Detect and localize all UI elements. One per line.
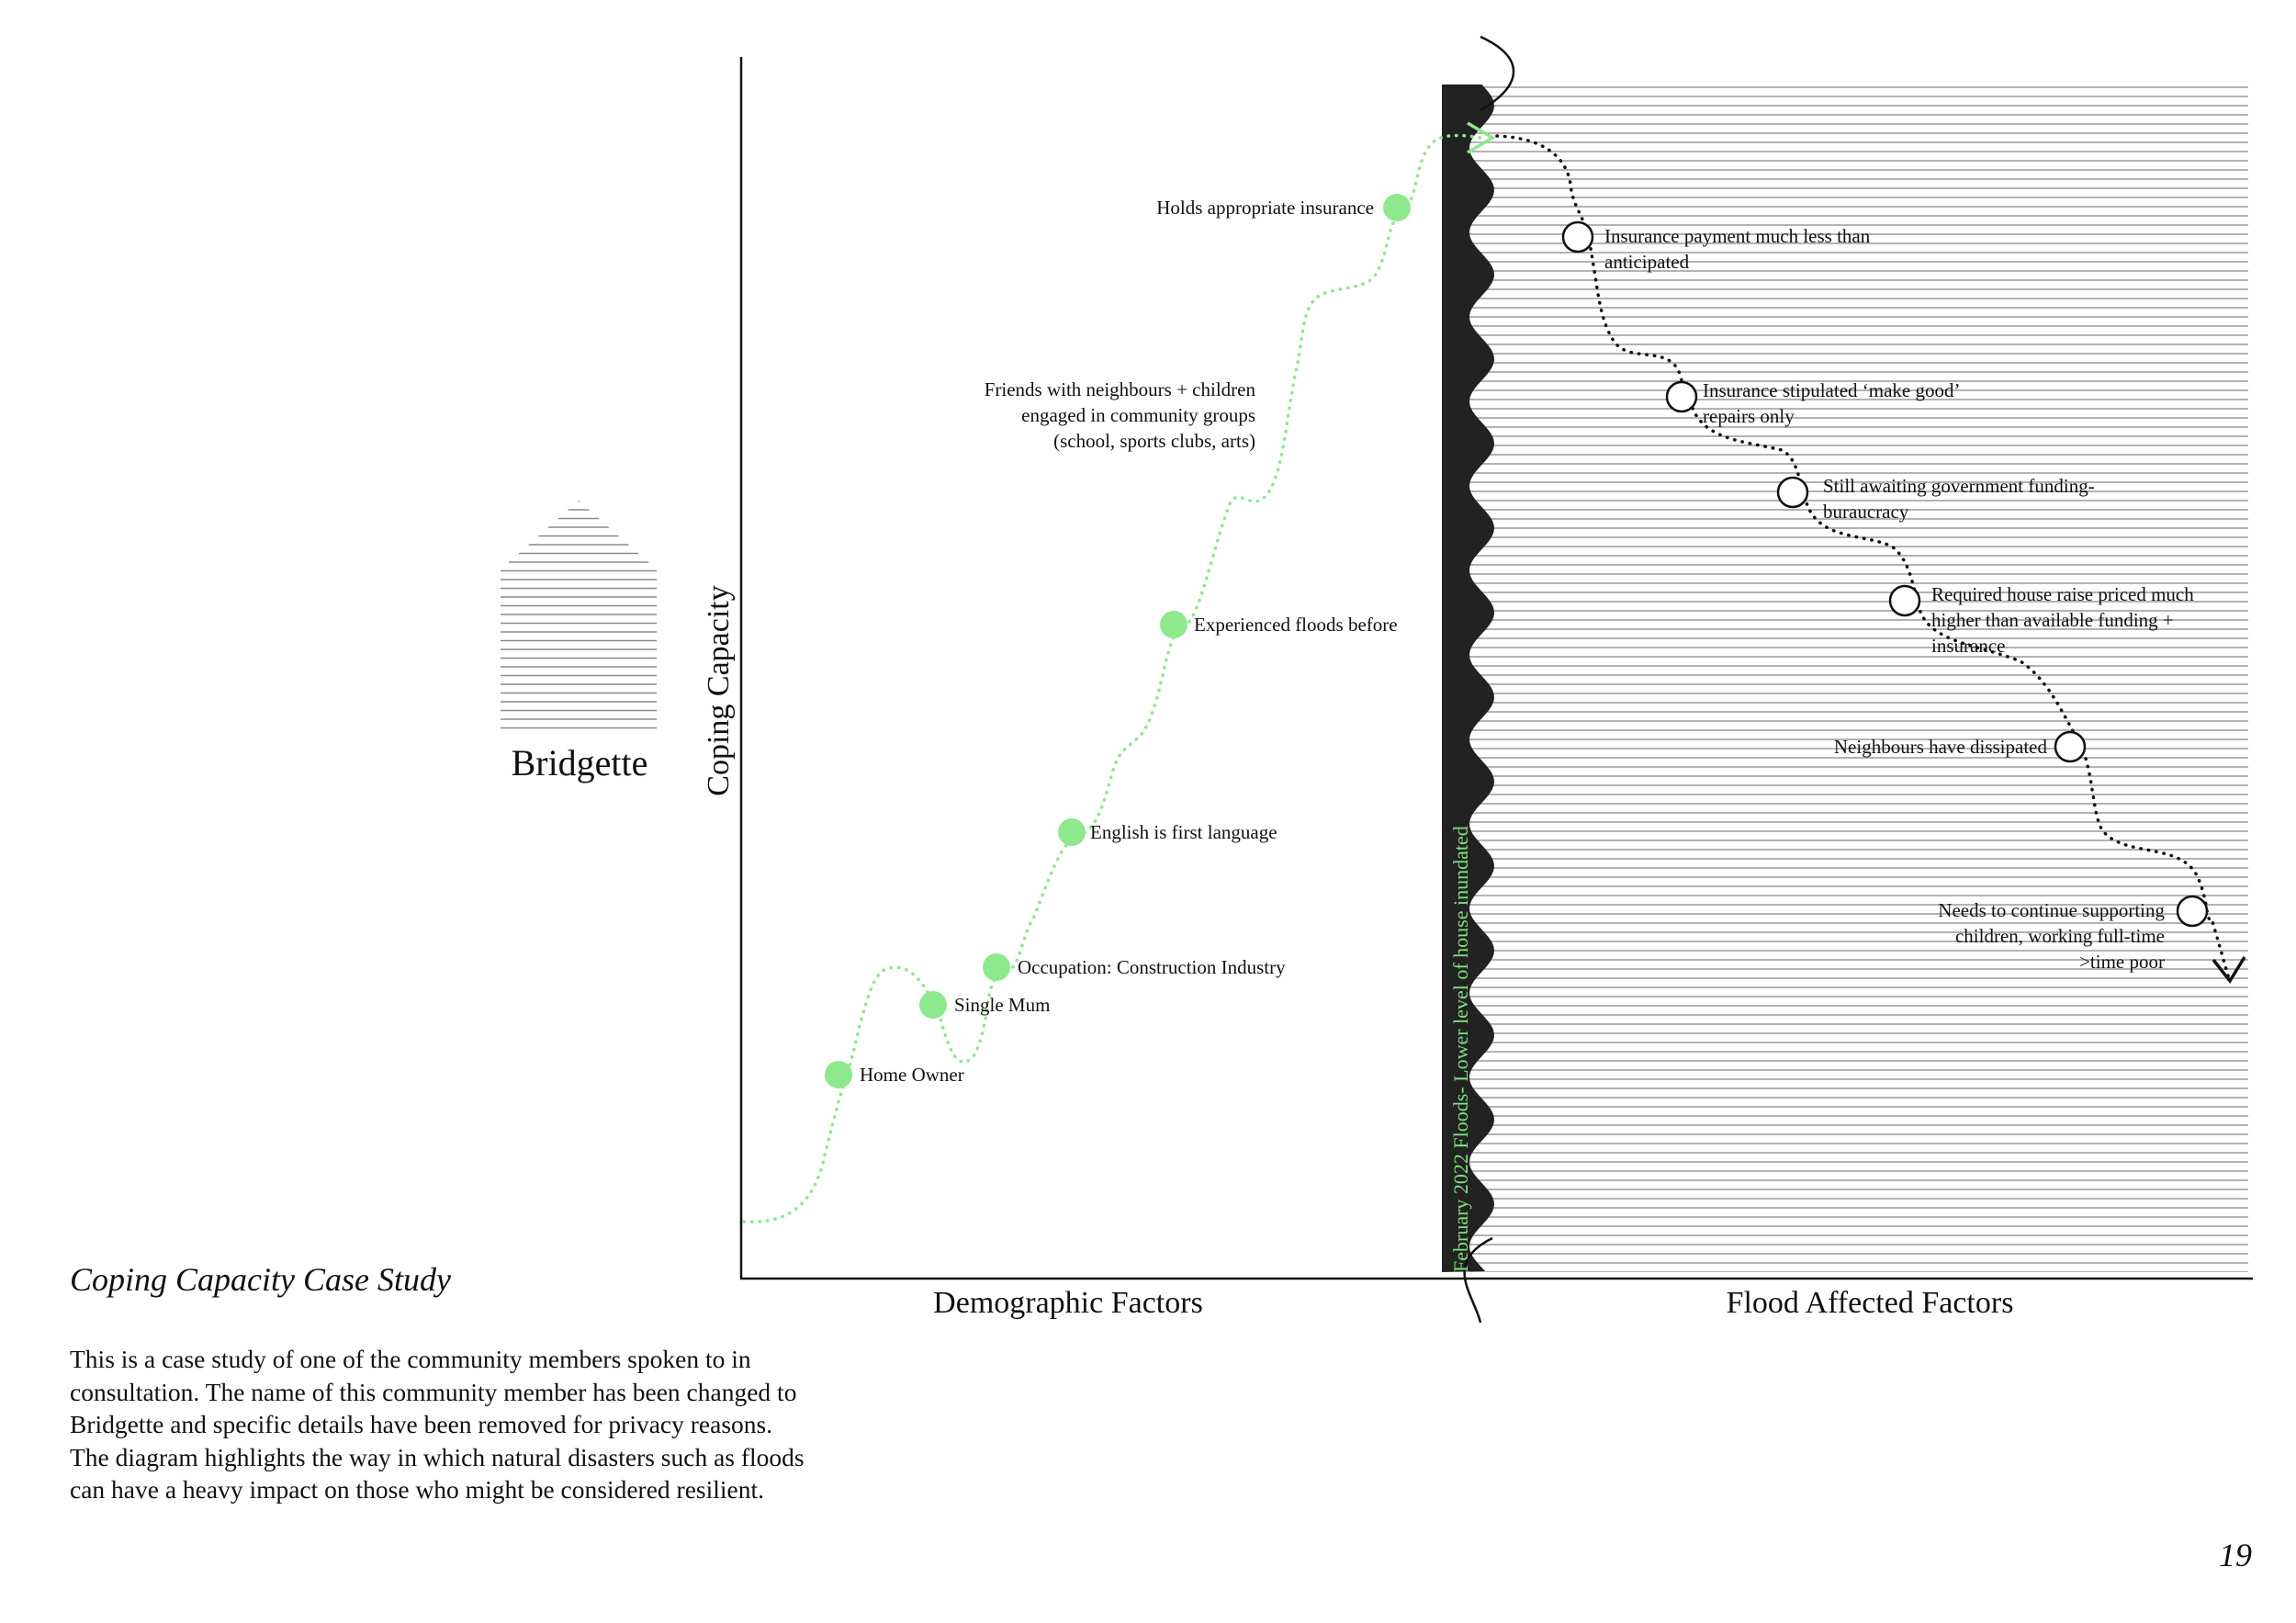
flood-factor-label-line: Required house raise priced much	[1931, 583, 2194, 605]
demographic-factor-label-line: Single Mum	[954, 994, 1051, 1016]
flood-hatch-region	[1469, 85, 2248, 1272]
demographic-factor-label-line: Home Owner	[860, 1064, 964, 1086]
demographic-factor-label	[1194, 614, 1398, 636]
demographic-factor-label-line: Holds appropriate insurance	[1156, 197, 1374, 219]
case-study-title: Coping Capacity Case Study	[70, 1261, 451, 1298]
person-name: Bridgette	[511, 742, 648, 783]
demographic-path	[744, 135, 1480, 1222]
x-axis-left-label: Demographic Factors	[933, 1286, 1203, 1320]
flood-factor-label-line: Insurance stipulated ‘make good’	[1703, 379, 1961, 401]
demographic-factor-label	[954, 994, 1050, 1016]
flood-factor-marker	[2055, 732, 2085, 761]
flood-factor-marker	[1563, 222, 1593, 252]
demographic-factor-label-line: Occupation: Construction Industry	[1018, 956, 1286, 978]
demographic-factor-label	[985, 378, 1256, 452]
flood-factor-label-line: Neighbours have dissipated	[1833, 736, 2047, 758]
demographic-factor-label-line: English is first language	[1090, 821, 1277, 843]
demographic-factor-marker	[1160, 611, 1187, 638]
flood-factor-label-line: higher than available funding +	[1931, 609, 2174, 631]
flood-factor-label-line: buraucracy	[1823, 501, 1909, 523]
case-study-paragraph: The diagram highlights the way in which natural disasters such as floods can have a heavy impact on those who might be considered resilient.	[70, 1442, 805, 1504]
y-axis-label: Coping Capacity	[702, 585, 736, 796]
flood-factor-label-line: repairs only	[1703, 405, 1795, 427]
demographic-factor-marker	[983, 953, 1010, 981]
flood-factor-label-line: Needs to continue supporting	[1938, 899, 2165, 921]
flood-factor-label-line: Insurance payment much less than	[1604, 225, 1871, 247]
demographic-factor-label	[1156, 197, 1374, 219]
flood-factor-marker	[1667, 382, 1696, 411]
demographic-factor-label-line: Friends with neighbours + children	[984, 378, 1255, 400]
house-icon	[501, 501, 657, 735]
flood-factor-marker	[1778, 478, 1807, 507]
flood-factor-label-line: anticipated	[1604, 251, 1690, 273]
flood-factor-label	[1834, 736, 2048, 758]
flood-factor-marker	[2178, 896, 2207, 926]
flood-factor-marker	[1890, 586, 1919, 615]
flood-factor-label-line: insurance	[1931, 635, 2006, 657]
flood-factor-label-line: >time poor	[2079, 951, 2165, 973]
demographic-factor-marker	[919, 991, 947, 1019]
demographic-factor-label	[1018, 956, 1286, 978]
case-study-paragraph: This is a case study of one of the community members spoken to in consultation. The name of this community member has been changed to Bridgette and specific details have been removed for privacy reasons.	[70, 1345, 797, 1438]
demographic-factor-label-line: engaged in community groups	[1021, 404, 1255, 426]
flood-event-label: February 2022 Floods- Lower level of house inundated	[1449, 826, 1472, 1272]
demographic-factor-label	[1090, 821, 1277, 843]
flood-factor-label-line: children, working full-time	[1954, 925, 2165, 947]
flood-factor-label-line: Still awaiting government funding-	[1823, 475, 2095, 497]
demographic-factor-label-line: Experienced floods before	[1194, 614, 1398, 636]
x-axis-right-label: Flood Affected Factors	[1726, 1286, 2014, 1320]
page-number: 19	[2219, 1537, 2252, 1573]
demographic-factor-marker	[1058, 818, 1086, 846]
demographic-factor-marker	[825, 1061, 852, 1088]
demographic-factor-marker	[1383, 194, 1411, 221]
demographic-factor-label	[860, 1064, 964, 1086]
demographic-factor-label-line: (school, sports clubs, arts)	[1053, 430, 1255, 452]
case-study-text	[70, 1343, 805, 1506]
